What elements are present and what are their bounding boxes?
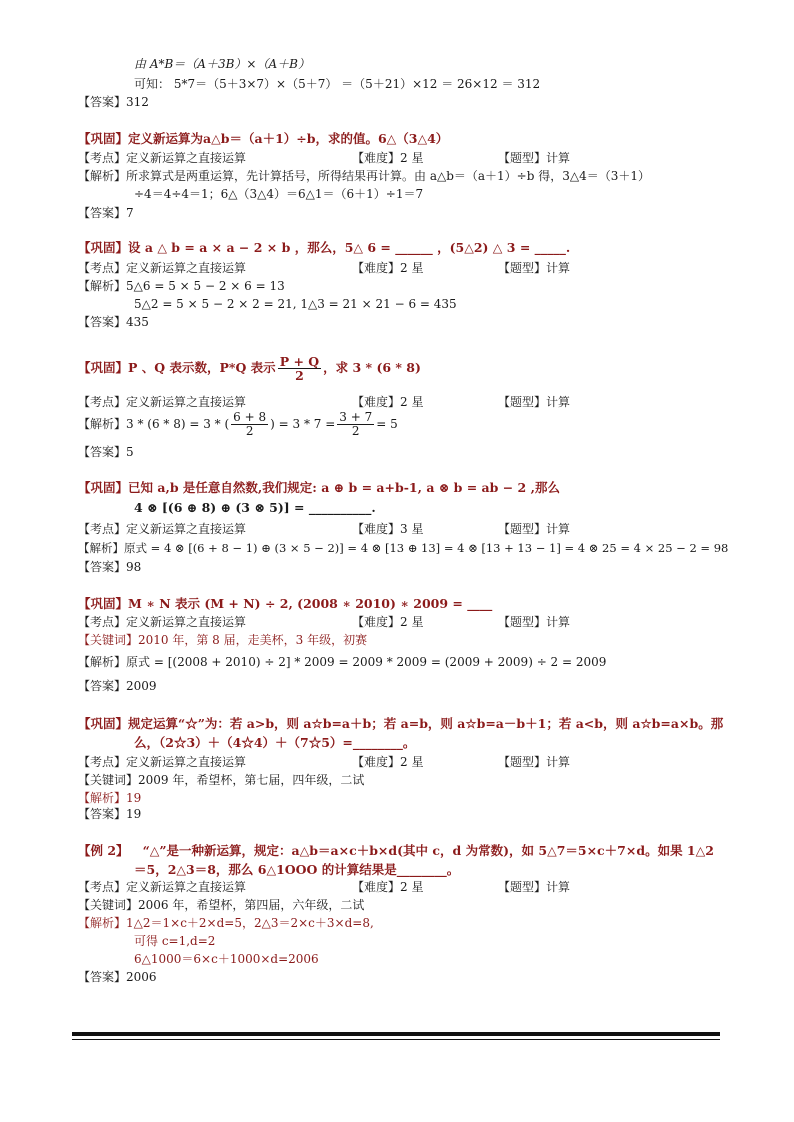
question-text: 设 a △ b = a × a − 2 × b ，那么，5△ 6 = ______ ，(5△2) △ 3 = _____.: [128, 240, 571, 255]
keywords-row: [78, 897, 364, 913]
analysis-continued: 6△1000＝6×c＋1000×d=2006: [134, 952, 319, 966]
type-label: 【题型】: [498, 261, 547, 275]
topic-label: 【考点】: [78, 261, 127, 275]
answer-value: 5: [126, 445, 134, 459]
keywords-row: [78, 772, 364, 788]
difficulty-label: 【难度】: [352, 755, 401, 769]
analysis-row: [78, 654, 606, 670]
analysis-text: = 5: [376, 417, 398, 431]
difficulty-row: [352, 879, 423, 895]
question-text: 已知 a,b 是任意自然数,我们规定: a ⊕ b = a+b-1, a ⊗ b = ab − 2 ,那么: [128, 480, 560, 495]
type-label: 【题型】: [498, 522, 547, 536]
question-text: P 、Q 表示数，P*Q 表示: [128, 360, 276, 375]
question-row: [78, 240, 570, 256]
question-text-end: ，求 3 * (6 * 8): [323, 360, 421, 375]
answer-value: 2006: [126, 970, 157, 984]
question-row: [78, 716, 723, 732]
question-text: 定义新运算为a△b＝（a＋1）÷b，求的值。6△（3△4）: [128, 131, 449, 146]
footer-rule-thick: [72, 1032, 720, 1036]
question-row: [78, 354, 421, 382]
answer-label: 【答案】: [78, 679, 127, 693]
meta-row: [78, 614, 246, 630]
analysis-text: 19: [126, 791, 142, 805]
keywords-value: 2009 年，希望杯，第七届，四年级，二试: [138, 773, 365, 787]
type-value: 计算: [546, 261, 571, 275]
answer-label: 【答案】: [78, 95, 127, 109]
footer-rule-thin: [72, 1039, 720, 1040]
analysis-text: 5△6 = 5 × 5 − 2 × 6 = 13: [126, 279, 285, 293]
meta-row: [78, 879, 246, 895]
analysis-row: [78, 168, 650, 184]
answer-value: 98: [126, 560, 142, 574]
type-label: 【题型】: [498, 755, 547, 769]
difficulty-value: 2 星: [400, 880, 424, 894]
difficulty-value: 2 星: [400, 755, 424, 769]
analysis-label: 【解析】: [78, 417, 127, 431]
fraction-numerator: 6 + 8: [233, 410, 267, 424]
analysis-text: 原式 = 4 ⊗ [(6 + 8 − 1) ⊕ (3 × 5 − 2)] = 4 ⊗ [13 ⊕ 13] = 4 ⊗ [13 + 13 − 1] = 4 ⊗ 25 = 4 × 25 − 2 = 98: [124, 541, 729, 555]
question-row: [78, 480, 560, 496]
fraction-denominator: 2: [351, 424, 360, 438]
difficulty-label: 【难度】: [352, 615, 401, 629]
difficulty-row: [352, 394, 423, 410]
answer-row: [78, 94, 149, 110]
keywords-row: [78, 632, 367, 648]
fraction-denominator: 2: [245, 424, 254, 438]
answer-label: 【答案】: [78, 445, 127, 459]
analysis-row: [78, 540, 728, 556]
topic-label: 【考点】: [78, 880, 127, 894]
answer-row: [78, 559, 141, 575]
difficulty-row: [352, 614, 423, 630]
difficulty-value: 3 星: [400, 522, 424, 536]
difficulty-value: 2 星: [400, 615, 424, 629]
meta-row: [78, 150, 246, 166]
type-label: 【题型】: [498, 880, 547, 894]
meta-row: [78, 260, 246, 276]
question-row: [78, 131, 448, 147]
topic-label: 【考点】: [78, 755, 127, 769]
difficulty-row: [352, 521, 423, 537]
question-label: 【巩固】: [78, 716, 129, 731]
answer-label: 【答案】: [78, 970, 127, 984]
analysis-continued: ÷4＝4÷4＝1；6△（3△4）＝6△1＝（6＋1）÷1＝7: [134, 187, 424, 201]
answer-label: 【答案】: [78, 206, 127, 220]
type-row: [498, 614, 570, 630]
fraction-denominator: 2: [295, 368, 304, 383]
topic-value: 定义新运算之直接运算: [126, 261, 247, 275]
question-label: 【巩固】: [78, 480, 129, 495]
difficulty-label: 【难度】: [352, 522, 401, 536]
topic-value: 定义新运算之直接运算: [126, 755, 247, 769]
difficulty-row: [352, 754, 423, 770]
type-label: 【题型】: [498, 395, 547, 409]
answer-value: 2009: [126, 679, 157, 693]
topic-label: 【考点】: [78, 615, 127, 629]
type-label: 【题型】: [498, 615, 547, 629]
type-row: [498, 521, 570, 537]
answer-row: [78, 444, 134, 460]
type-row: [498, 879, 570, 895]
question-label: 【巩固】: [78, 240, 129, 255]
topic-value: 定义新运算之直接运算: [126, 151, 247, 165]
question-row: [78, 843, 714, 859]
meta-row: [78, 521, 246, 537]
keywords-value: 2010 年，第 8 届，走美杯，3 年级，初赛: [138, 633, 368, 647]
meta-row: [78, 754, 246, 770]
analysis-row: [78, 278, 285, 294]
answer-label: 【答案】: [78, 315, 127, 329]
type-row: [498, 260, 570, 276]
solution-line: 由 A*B＝（A＋3B）×（A＋B）: [134, 57, 310, 71]
answer-value: 19: [126, 807, 142, 821]
difficulty-label: 【难度】: [352, 395, 401, 409]
question-row: [78, 596, 492, 612]
analysis-text: 1△2＝1×c＋2×d=5，2△3＝2×c＋3×d=8,: [126, 916, 374, 930]
fraction: [337, 411, 374, 438]
answer-value: 7: [126, 206, 134, 220]
analysis-row: [78, 915, 374, 931]
analysis-row: [78, 790, 141, 806]
analysis-row: [78, 410, 398, 438]
answer-value: 435: [126, 315, 149, 329]
analysis-label: 【解析】: [78, 791, 127, 805]
difficulty-value: 2 星: [400, 261, 424, 275]
type-row: [498, 394, 570, 410]
difficulty-label: 【难度】: [352, 151, 401, 165]
difficulty-row: [352, 260, 423, 276]
answer-label: 【答案】: [78, 560, 127, 574]
analysis-label: 【解析】: [78, 279, 127, 293]
type-value: 计算: [546, 522, 571, 536]
analysis-continued: 5△2 = 5 × 5 − 2 × 2 = 21, 1△3 = 21 × 21 − 6 = 435: [134, 297, 457, 311]
analysis-label: 【解析】: [78, 169, 127, 183]
topic-value: 定义新运算之直接运算: [126, 615, 247, 629]
fraction: [278, 355, 321, 382]
analysis-label: 【解析】: [78, 916, 127, 930]
keywords-label: 【关键词】: [78, 898, 139, 912]
keywords-value: 2006 年，希望杯，第四届，六年级，二试: [138, 898, 365, 912]
type-value: 计算: [546, 755, 571, 769]
difficulty-value: 2 星: [400, 151, 424, 165]
type-row: [498, 150, 570, 166]
type-label: 【题型】: [498, 151, 547, 165]
answer-row: [78, 678, 157, 694]
solution-line: 可知： 5*7＝（5＋3×7）×（5＋7） ＝（5＋21）×12 ＝ 26×12 ＝ 312: [134, 77, 541, 91]
question-text: M ∗ N 表示 (M + N) ÷ 2, (2008 ∗ 2010) ∗ 2009 = ____: [128, 596, 493, 611]
type-value: 计算: [546, 395, 571, 409]
type-value: 计算: [546, 615, 571, 629]
fraction-numerator: 3 + 7: [339, 410, 373, 424]
analysis-text: 原式 = [(2008 + 2010) ÷ 2] * 2009 = 2009 * 2009 = (2009 + 2009) ÷ 2 = 2009: [126, 655, 607, 669]
answer-row: [78, 205, 134, 221]
analysis-text: ) = 3 * 7 =: [270, 417, 336, 431]
question-continued: 么，（2☆3）＋（4☆4）＋（7☆5）=________。: [134, 735, 416, 750]
analysis-continued: 可得 c=1,d=2: [134, 934, 216, 948]
analysis-text: 3 * (6 * 8) = 3 * (: [126, 417, 230, 431]
answer-row: [78, 969, 157, 985]
question-continued: ＝5，2△3＝8，那么 6△1OOO 的计算结果是________。: [134, 862, 460, 877]
question-continued: 4 ⊗ [(6 ⊕ 8) ⊕ (3 ⊗ 5)] = __________.: [134, 500, 376, 515]
keywords-label: 【关键词】: [78, 773, 139, 787]
type-value: 计算: [546, 151, 571, 165]
question-label: 【巩固】: [78, 596, 129, 611]
topic-value: 定义新运算之直接运算: [126, 880, 247, 894]
answer-label: 【答案】: [78, 807, 127, 821]
analysis-label: 【解析】: [78, 541, 124, 555]
analysis-label: 【解析】: [78, 655, 127, 669]
question-text: “△”是一种新运算，规定：a△b＝a×c＋b×d(其中 c，d 为常数)，如 5△7＝5×c＋7×d。如果 1△2: [142, 843, 714, 858]
difficulty-label: 【难度】: [352, 880, 401, 894]
topic-label: 【考点】: [78, 522, 127, 536]
fraction: [231, 411, 268, 438]
topic-value: 定义新运算之直接运算: [126, 522, 247, 536]
keywords-label: 【关键词】: [78, 633, 139, 647]
type-value: 计算: [546, 880, 571, 894]
answer-row: [78, 314, 149, 330]
answer-value: 312: [126, 95, 149, 109]
fraction-numerator: P + Q: [279, 354, 320, 369]
answer-row: [78, 806, 141, 822]
topic-label: 【考点】: [78, 151, 127, 165]
difficulty-value: 2 星: [400, 395, 424, 409]
meta-row: [78, 394, 246, 410]
difficulty-label: 【难度】: [352, 261, 401, 275]
question-label: 【巩固】: [78, 131, 129, 146]
difficulty-row: [352, 150, 423, 166]
topic-label: 【考点】: [78, 395, 127, 409]
analysis-text: 所求算式是两重运算，先计算括号，所得结果再计算。由 a△b＝（a＋1）÷b 得，3△4＝（3＋1）: [126, 169, 651, 183]
topic-value: 定义新运算之直接运算: [126, 395, 247, 409]
example-label: 【例 2】: [78, 843, 129, 858]
type-row: [498, 754, 570, 770]
question-text: 规定运算“☆”为：若 a>b，则 a☆b=a＋b；若 a=b，则 a☆b=a－b＋1；若 a<b，则 a☆b=a×b。那: [128, 716, 724, 731]
question-label: 【巩固】: [78, 360, 129, 375]
